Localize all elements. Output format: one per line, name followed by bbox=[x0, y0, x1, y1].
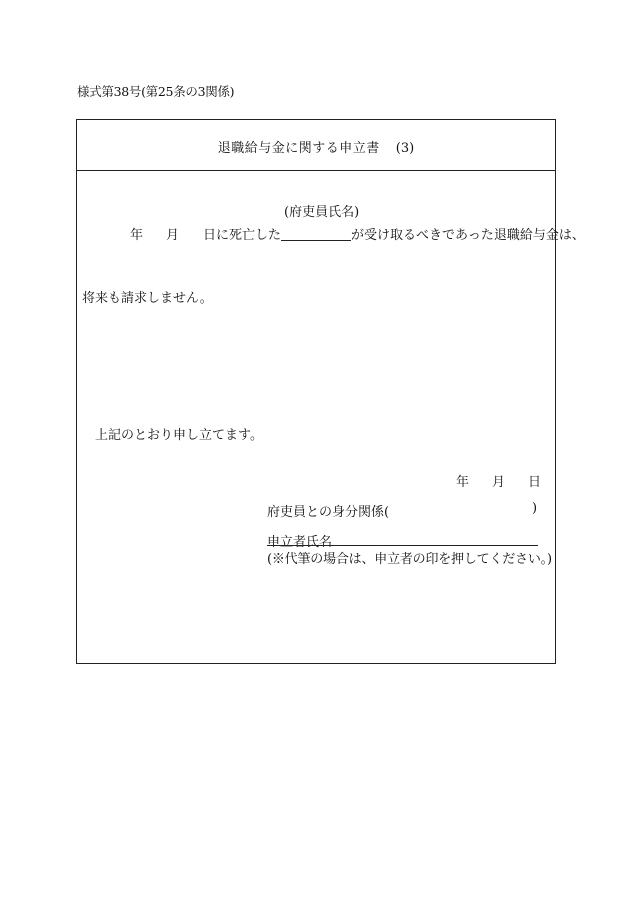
sign-day-label: 日 bbox=[528, 475, 542, 490]
death-year-label: 年 bbox=[130, 228, 144, 243]
death-day-text: 日に死亡した bbox=[203, 228, 282, 243]
sign-year-label: 年 bbox=[456, 475, 470, 490]
statement-rest: が受け取るべきであった退職給与金は、 bbox=[351, 228, 585, 243]
declaration-text: 上記のとおり申し立てます。 bbox=[95, 428, 263, 443]
applicant-name-label: 申立者氏名 bbox=[267, 535, 333, 550]
death-month-label: 月 bbox=[166, 228, 180, 243]
officer-name-blank[interactable] bbox=[281, 227, 351, 241]
form-number-label: 様式第38号(第25条の3関係) bbox=[77, 84, 235, 99]
relation-close: ) bbox=[532, 501, 538, 516]
relation-label: 府吏員との身分関係( bbox=[267, 505, 390, 520]
title-divider bbox=[77, 170, 555, 171]
document-title bbox=[77, 137, 555, 156]
document-title-text: 退職給与金に関する申立書 bbox=[217, 141, 380, 156]
death-statement-line bbox=[203, 224, 585, 243]
proxy-note: (※代筆の場合は、申立者の印を押してください。) bbox=[267, 552, 552, 567]
applicant-name-line[interactable] bbox=[267, 545, 538, 546]
officer-name-label: (府吏員氏名) bbox=[284, 205, 360, 220]
sign-month-label: 月 bbox=[492, 475, 506, 490]
document-title-number: (3) bbox=[395, 141, 415, 156]
statement-end: 将来も請求しません。 bbox=[82, 291, 213, 306]
